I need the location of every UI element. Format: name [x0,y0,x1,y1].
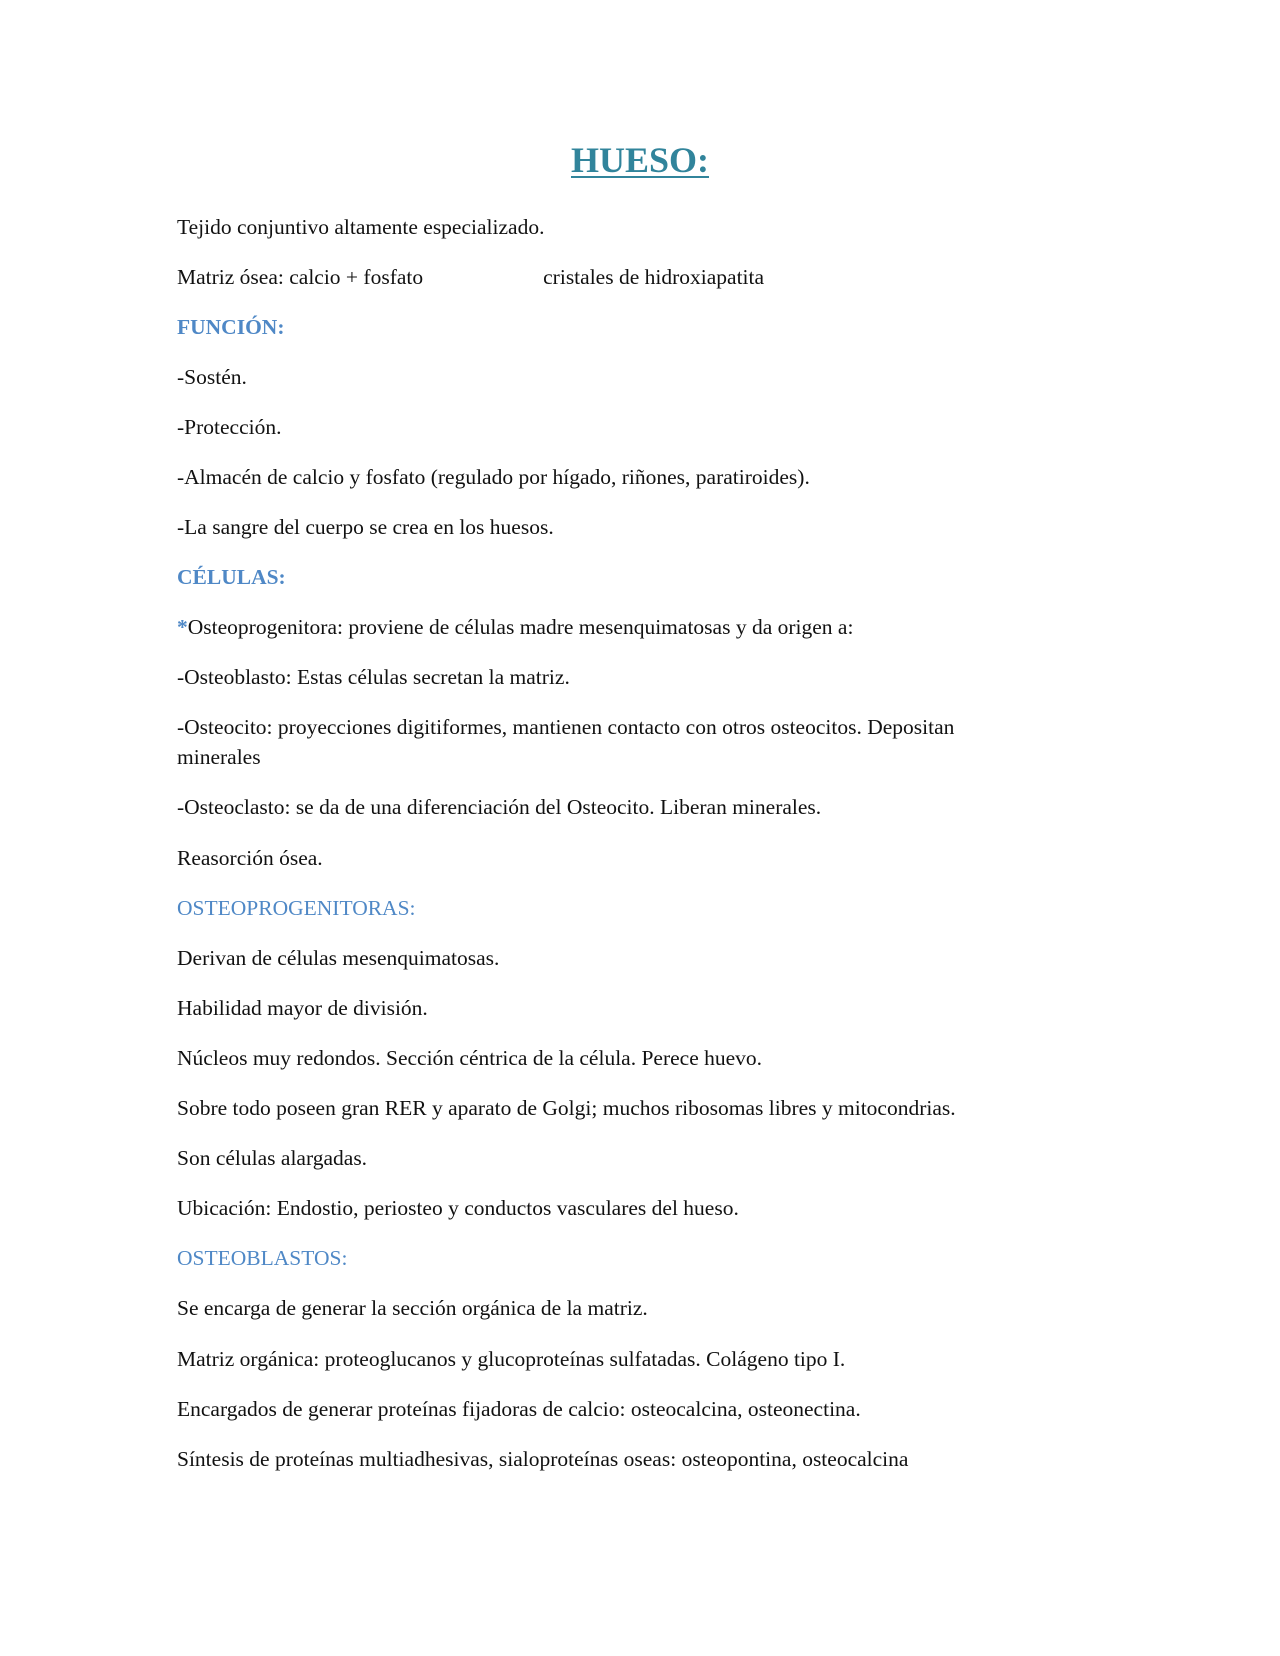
osteoblastos-item: Síntesis de proteínas multiadhesivas, sialoproteínas oseas: osteopontina, osteocalcina [177,1447,909,1471]
matriz-left-text: Matriz ósea: calcio + fosfato [177,265,424,289]
osteoprogenitoras-item: Ubicación: Endostio, periosteo y conductos vasculares del hueso. [177,1196,739,1220]
matriz-line [177,262,764,292]
osteoprogenitora-line [177,612,853,642]
osteoprogenitoras-item: Son células alargadas. [177,1146,368,1170]
funcion-item: -La sangre del cuerpo se crea en los huesos. [177,515,554,539]
heading-celulas: CÉLULAS: [177,565,286,589]
heading-osteoblastos: OSTEOBLASTOS: [177,1246,348,1270]
celulas-item: -Osteoclasto: se da de una diferenciación del Osteocito. Liberan minerales. [177,795,822,819]
funcion-item: -Sostén. [177,365,247,389]
osteoprogenitoras-item: Sobre todo poseen gran RER y aparato de Golgi; muchos ribosomas libres y mitocondrias. [177,1096,956,1120]
intro-line: Tejido conjuntivo altamente especializado. [177,215,545,239]
osteoprogenitoras-item: Derivan de células mesenquimatosas. [177,946,500,970]
funcion-item: -Almacén de calcio y fosfato (regulado por hígado, riñones, paratiroides). [177,465,810,489]
osteoprogenitoras-item: Núcleos muy redondos. Sección céntrica de la célula. Perece huevo. [177,1046,763,1070]
heading-funcion: FUNCIÓN: [177,315,285,339]
funcion-item: -Protección. [177,415,282,439]
celulas-item: -Osteoblasto: Estas células secretan la matriz. [177,665,570,689]
celulas-item: -Osteocito: proyecciones digitiformes, mantienen contacto con otros osteocitos. Depositan minerales [177,715,955,769]
osteoprogenitora-text: Osteoprogenitora: proviene de células madre mesenquimatosas y da origen a: [187,615,854,639]
heading-osteoprogenitoras: OSTEOPROGENITORAS: [177,896,416,920]
celulas-item: Reasorción ósea. [177,846,323,870]
document-title: HUESO: [570,140,710,180]
bullet-star: * [177,615,188,639]
osteoblastos-item: Encargados de generar proteínas fijadoras de calcio: osteocalcina, osteonectina. [177,1397,861,1421]
osteoblastos-item: Matriz orgánica: proteoglucanos y glucoproteínas sulfatadas. Colágeno tipo I. [177,1347,846,1371]
osteoprogenitoras-item: Habilidad mayor de división. [177,996,428,1020]
osteoblastos-item: Se encarga de generar la sección orgánica de la matriz. [177,1296,648,1320]
matriz-right-text: cristales de hidroxiapatita [543,265,765,289]
